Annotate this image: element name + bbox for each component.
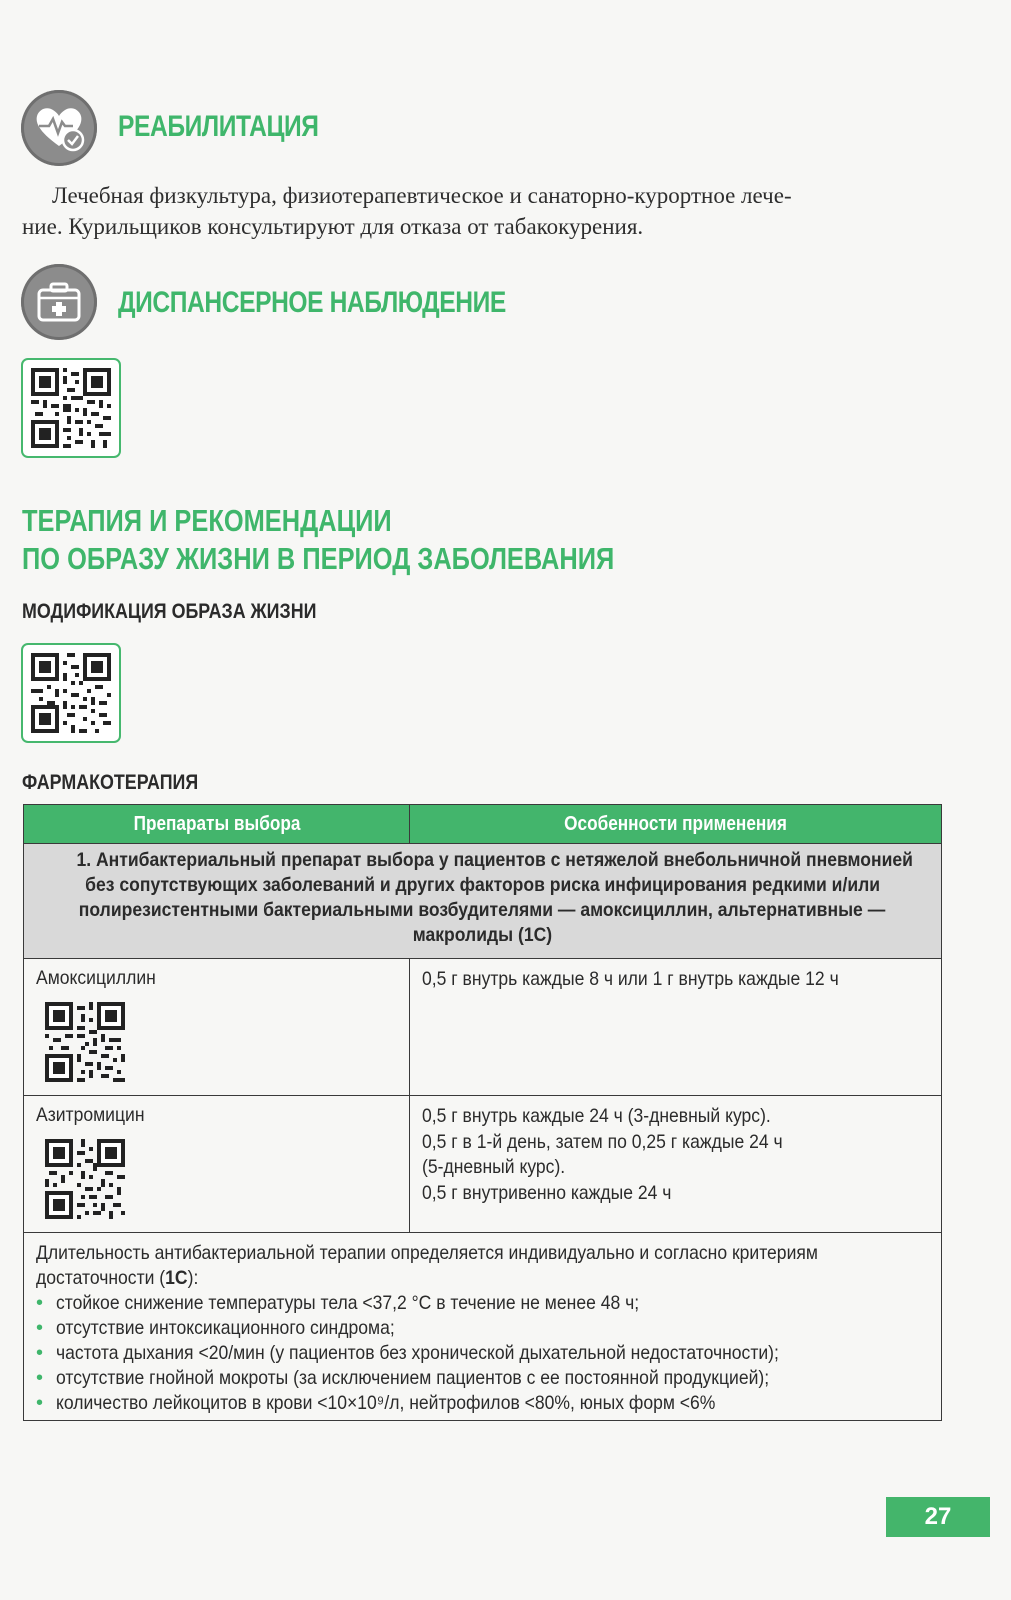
qr-code-icon bbox=[45, 1002, 125, 1082]
criteria-list bbox=[36, 1291, 929, 1416]
drug-name: Азитромицин bbox=[36, 1104, 145, 1126]
therapy-title-line2: ПО ОБРАЗУ ЖИЗНИ В ПЕРИОД ЗАБОЛЕВАНИЯ bbox=[22, 541, 615, 576]
section-title-rehab: РЕАБИЛИТАЦИЯ bbox=[118, 110, 319, 143]
therapy-title bbox=[22, 502, 614, 578]
rehab-text-line2: ние. Курильщиков консультируют для отказа от табакокурения. bbox=[22, 214, 644, 239]
pharma-subtitle: ФАРМАКОТЕРАПИЯ bbox=[22, 771, 199, 794]
list-item: • отсутствие интоксикационного синдрома; bbox=[36, 1316, 929, 1341]
table-row bbox=[24, 959, 942, 1096]
qr-code-icon bbox=[31, 653, 111, 733]
notes-intro-line1: Длительность антибактериальной терапии определяется индивидуально и согласно критериям bbox=[36, 1242, 818, 1264]
group-line3: полирезистентными бактериальными возбудителями — амоксициллин, альтернативные — bbox=[79, 899, 886, 921]
qr-code-dispensary[interactable] bbox=[21, 358, 121, 458]
usage-cell bbox=[410, 1096, 942, 1233]
usage-line: 0,5 г внутривенно каждые 24 ч bbox=[422, 1181, 672, 1204]
group-line2: без сопутствующих заболеваний и других факторов риска инфицирования редкими и/или bbox=[85, 874, 880, 896]
table-header-drugs: Препараты выбора bbox=[24, 805, 410, 844]
list-item: • стойкое снижение температуры тела <37,2 °С в течение не менее 48 ч; bbox=[36, 1291, 929, 1316]
drug-name: Амоксициллин bbox=[36, 967, 156, 989]
rehab-paragraph bbox=[22, 180, 940, 242]
drug-cell bbox=[24, 959, 410, 1096]
rehab-text-line1: Лечебная физкультура, физиотерапевтическое и санаторно-курортное лече- bbox=[52, 183, 792, 208]
usage-line: 0,5 г внутрь каждые 24 ч (3-дневный курс). bbox=[422, 1105, 771, 1127]
usage-line: 0,5 г внутрь каждые 8 ч или 1 г внутрь каждые 12 ч bbox=[422, 968, 839, 990]
usage-cell bbox=[410, 959, 942, 1096]
heart-pulse-icon bbox=[21, 90, 97, 166]
qr-code-icon bbox=[45, 1139, 125, 1219]
notes-intro-line2: достаточности (1С): bbox=[36, 1267, 199, 1289]
notes-cell bbox=[24, 1233, 942, 1421]
table-row bbox=[24, 1096, 942, 1233]
qr-code-lifestyle[interactable] bbox=[21, 643, 121, 743]
qr-code-icon bbox=[31, 368, 111, 448]
drug-cell bbox=[24, 1096, 410, 1233]
pharma-table bbox=[23, 804, 942, 1421]
group-line1: 1. Антибактериальный препарат выбора у пациентов с нетяжелой внебольничной пневмонией bbox=[76, 849, 913, 871]
group-heading bbox=[24, 844, 942, 959]
lifestyle-subtitle: МОДИФИКАЦИЯ ОБРАЗА ЖИЗНИ bbox=[22, 600, 317, 623]
list-item: • отсутствие гнойной мокроты (за исключением пациентов с ее постоянной продукцией); bbox=[36, 1366, 929, 1391]
list-item: • частота дыхания <20/мин (у пациентов без хронической дыхательной недостаточности); bbox=[36, 1341, 929, 1366]
table-notes-row bbox=[24, 1233, 942, 1421]
usage-line: 0,5 г в 1-й день, затем по 0,25 г каждые 24 ч bbox=[422, 1130, 783, 1153]
qr-code-amoxicillin[interactable] bbox=[45, 1002, 125, 1082]
table-header-usage: Особенности применения bbox=[410, 805, 942, 844]
group-line4: макролиды (1С) bbox=[412, 924, 553, 946]
therapy-title-line1: ТЕРАПИЯ И РЕКОМЕНДАЦИИ bbox=[22, 503, 392, 538]
list-item: • количество лейкоцитов в крови <10×10⁹/л, нейтрофилов <80%, юных форм <6% bbox=[36, 1391, 929, 1416]
table-header-row bbox=[24, 805, 942, 844]
usage-line: (5-дневный курс). bbox=[422, 1156, 566, 1178]
medical-kit-icon bbox=[21, 264, 97, 340]
qr-code-azithromycin[interactable] bbox=[45, 1139, 125, 1219]
section-title-dispensary: ДИСПАНСЕРНОЕ НАБЛЮДЕНИЕ bbox=[118, 286, 506, 319]
page-number: 27 bbox=[886, 1497, 990, 1537]
table-group-row bbox=[24, 844, 942, 959]
